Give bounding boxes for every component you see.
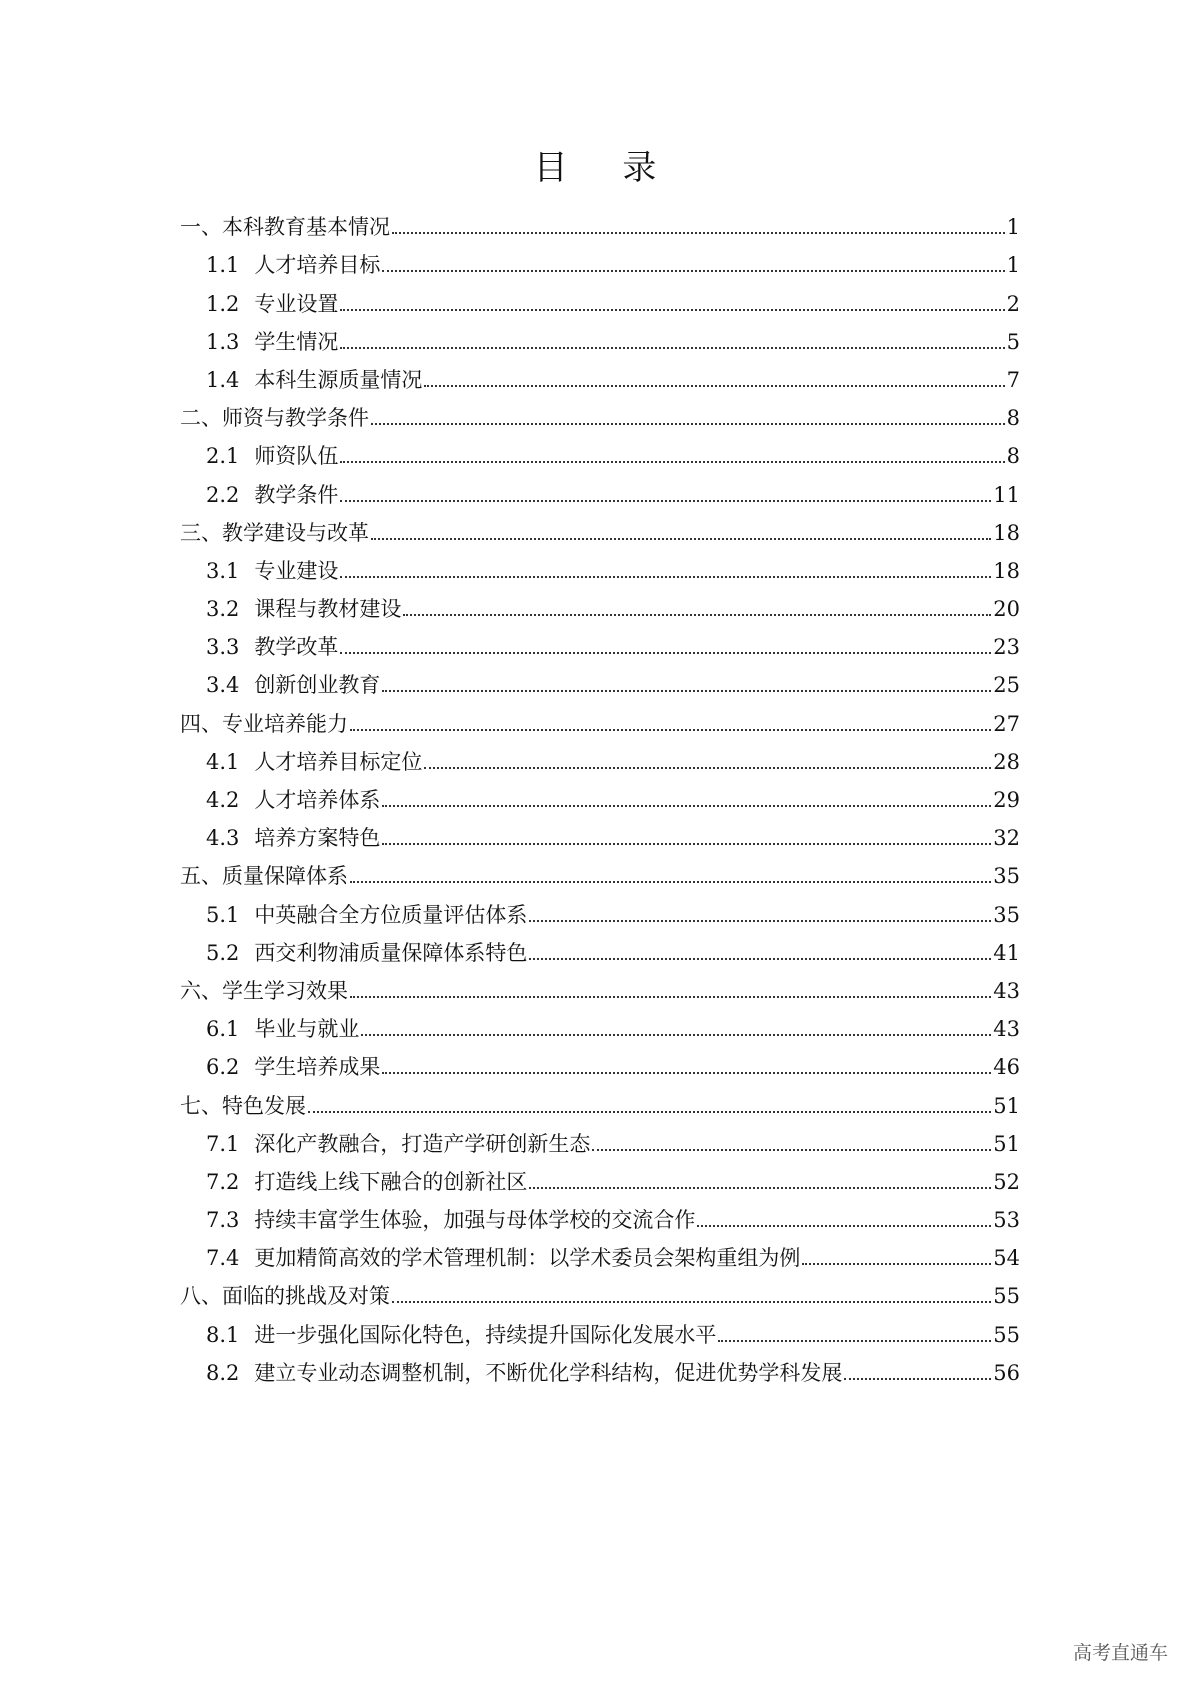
toc-entry-page-number: 20	[993, 597, 1020, 622]
toc-entry-label: 五、质量保障体系	[180, 864, 348, 889]
toc-entry[interactable]	[180, 698, 1020, 736]
dot-leader	[529, 958, 991, 960]
toc-entry-number: 1.2	[206, 291, 240, 316]
toc-entry-number: 7.1	[206, 1131, 240, 1156]
dot-leader	[350, 729, 991, 731]
toc-entry[interactable]	[180, 278, 1020, 316]
toc-entry-label: 创新创业教育	[254, 673, 381, 698]
toc-entry-page-number: 8	[1006, 406, 1020, 431]
toc-entry-label: 六、学生学习效果	[180, 978, 348, 1003]
toc-entry-label: 更加精简高效的学术管理机制：以学术委员会架构重组为例	[254, 1246, 801, 1271]
toc-entry-number: 4.1	[206, 749, 240, 774]
toc-entry[interactable]	[180, 660, 1020, 698]
toc-entry-label: 毕业与就业	[254, 1017, 360, 1042]
toc-entry[interactable]	[180, 1004, 1020, 1042]
toc-entry[interactable]	[180, 1119, 1020, 1157]
toc-entry[interactable]	[180, 202, 1020, 240]
toc-entry-number: 4.2	[206, 788, 240, 812]
dot-leader	[844, 1378, 991, 1380]
toc-entry-number: 5.2	[206, 940, 240, 965]
toc-entry-number: 3.2	[206, 597, 240, 622]
dot-leader	[340, 347, 1004, 349]
table-of-contents	[180, 202, 1020, 1386]
dot-leader	[371, 423, 1005, 425]
toc-entry[interactable]	[180, 622, 1020, 660]
toc-entry-label: 中英融合全方位质量评估体系	[254, 902, 528, 927]
dot-leader	[424, 385, 1004, 387]
toc-entry[interactable]	[180, 240, 1020, 278]
dot-leader	[529, 1187, 991, 1189]
toc-entry[interactable]	[180, 851, 1020, 889]
toc-entry[interactable]	[180, 584, 1020, 622]
toc-entry-page-number: 28	[993, 749, 1020, 774]
toc-entry[interactable]	[180, 1309, 1020, 1347]
toc-entry-label: 课程与教材建设	[254, 597, 402, 622]
toc-entry-label: 七、特色发展	[180, 1093, 306, 1118]
toc-entry-label: 人才培养目标定位	[254, 749, 423, 774]
toc-entry-page-number: 46	[993, 1055, 1020, 1080]
toc-entry-page-number: 55	[993, 1284, 1020, 1309]
toc-entry[interactable]	[180, 355, 1020, 393]
toc-entry-label: 培养方案特色	[254, 826, 381, 851]
toc-entry[interactable]	[180, 1157, 1020, 1195]
toc-entry-label: 学生培养成果	[254, 1055, 381, 1080]
dot-leader	[529, 920, 991, 922]
dot-leader	[340, 461, 1004, 463]
toc-entry-number: 7.3	[206, 1208, 240, 1233]
dot-leader	[592, 1149, 991, 1151]
dot-leader	[392, 1301, 991, 1303]
toc-entry-number: 3.4	[206, 673, 240, 698]
toc-entry-page-number: 35	[993, 902, 1020, 927]
toc-entry-label: 教学条件	[254, 482, 339, 507]
dot-leader	[382, 1072, 991, 1074]
toc-entry-label: 建立专业动态调整机制，不断优化学科结构，促进优势学科发展	[254, 1360, 843, 1385]
toc-entry-label: 八、面临的挑战及对策	[180, 1284, 390, 1309]
toc-entry-page-number: 7	[1006, 367, 1020, 392]
page-title: 目 录	[533, 148, 679, 188]
toc-entry-label: 人才培养目标	[254, 253, 381, 278]
toc-entry[interactable]	[180, 966, 1020, 1004]
toc-entry[interactable]	[180, 393, 1020, 431]
toc-entry[interactable]	[180, 1233, 1020, 1271]
toc-entry-number: 1.4	[206, 367, 240, 392]
toc-entry-number: 5.1	[206, 902, 240, 927]
dot-leader	[802, 1263, 991, 1265]
toc-entry-number: 8.2	[206, 1360, 240, 1385]
toc-entry-page-number: 41	[993, 940, 1020, 965]
dot-leader	[350, 996, 991, 998]
toc-entry[interactable]	[180, 1348, 1020, 1386]
toc-entry-label: 深化产教融合，打造产学研创新生态	[254, 1131, 591, 1156]
toc-entry-page-number: 53	[993, 1208, 1020, 1233]
toc-entry-number: 4.3	[206, 826, 240, 851]
dot-leader	[403, 614, 991, 616]
dot-leader	[340, 576, 991, 578]
toc-entry-page-number: 2	[1006, 291, 1020, 316]
toc-entry-page-number: 5	[1006, 329, 1020, 354]
toc-entry-number: 2.2	[206, 482, 240, 507]
dot-leader	[718, 1340, 991, 1342]
toc-entry[interactable]	[180, 737, 1020, 775]
toc-entry[interactable]	[180, 508, 1020, 546]
toc-entry-label: 人才培养体系	[254, 788, 381, 812]
toc-entry-page-number: 43	[993, 978, 1020, 1003]
dot-leader	[361, 1034, 991, 1036]
toc-entry-label: 持续丰富学生体验，加强与母体学校的交流合作	[254, 1208, 696, 1233]
toc-entry-label: 三、教学建设与改革	[180, 520, 369, 545]
toc-entry-number: 2.1	[206, 444, 240, 469]
toc-entry-number: 8.1	[206, 1322, 240, 1347]
toc-entry-page-number: 23	[993, 635, 1020, 660]
toc-entry-page-number: 11	[993, 482, 1020, 507]
toc-entry-label: 专业设置	[254, 291, 339, 316]
toc-entry[interactable]	[180, 431, 1020, 469]
toc-entry[interactable]	[180, 1271, 1020, 1309]
dot-leader	[371, 538, 991, 540]
toc-entry-label: 学生情况	[254, 329, 339, 354]
toc-entry-page-number: 43	[993, 1017, 1020, 1042]
toc-entry-page-number: 1	[1006, 215, 1020, 240]
toc-entry-label: 师资队伍	[254, 444, 339, 469]
toc-entry-number: 1.3	[206, 329, 240, 354]
dot-leader	[340, 309, 1004, 311]
toc-entry-page-number: 56	[993, 1360, 1020, 1385]
toc-entry-page-number: 32	[993, 826, 1020, 851]
toc-entry-number: 3.1	[206, 558, 240, 583]
toc-entry-page-number: 51	[993, 1131, 1020, 1156]
dot-leader	[392, 232, 1005, 234]
toc-entry-label: 一、本科教育基本情况	[180, 215, 390, 240]
toc-entry-page-number: 55	[993, 1322, 1020, 1347]
dot-leader	[697, 1225, 991, 1227]
toc-entry-number: 7.2	[206, 1169, 240, 1194]
toc-entry[interactable]	[180, 1195, 1020, 1233]
dot-leader	[340, 500, 991, 502]
toc-entry-label: 四、专业培养能力	[180, 711, 348, 736]
toc-entry-page-number: 1	[1006, 253, 1020, 278]
toc-entry[interactable]	[180, 546, 1020, 584]
toc-entry-label: 专业建设	[254, 558, 339, 583]
toc-entry-page-number: 51	[993, 1093, 1020, 1118]
toc-entry-page-number: 27	[993, 711, 1020, 736]
toc-entry-number: 1.1	[206, 253, 240, 278]
toc-entry-page-number: 54	[993, 1246, 1020, 1271]
toc-entry-page-number: 25	[993, 673, 1020, 698]
toc-entry-label: 进一步强化国际化特色，持续提升国际化发展水平	[254, 1322, 717, 1347]
dot-leader	[382, 690, 991, 692]
toc-entry[interactable]	[180, 775, 1020, 813]
dot-leader	[382, 843, 991, 845]
dot-leader	[382, 270, 1004, 272]
dot-leader	[340, 652, 991, 654]
toc-entry[interactable]	[180, 1042, 1020, 1080]
toc-entry-page-number: 35	[993, 864, 1020, 889]
toc-entry-label: 教学改革	[254, 635, 339, 660]
toc-entry-page-number: 18	[993, 520, 1020, 545]
toc-entry-number: 7.4	[206, 1246, 240, 1271]
dot-leader	[382, 805, 991, 807]
dot-leader	[424, 767, 991, 769]
toc-entry-label: 二、师资与教学条件	[180, 406, 369, 431]
toc-entry[interactable]	[180, 813, 1020, 851]
dot-leader	[350, 881, 991, 883]
toc-entry-label: 西交利物浦质量保障体系特色	[254, 940, 528, 965]
toc-entry-label: 本科生源质量情况	[254, 367, 423, 392]
toc-entry-number: 3.3	[206, 635, 240, 660]
toc-entry-page-number: 18	[993, 558, 1020, 583]
toc-entry-page-number: 8	[1006, 444, 1020, 469]
toc-entry-number: 6.1	[206, 1017, 240, 1042]
toc-entry[interactable]	[180, 889, 1020, 927]
toc-entry[interactable]	[180, 1080, 1020, 1118]
toc-entry[interactable]	[180, 928, 1020, 966]
dot-leader	[308, 1111, 991, 1113]
toc-entry[interactable]	[180, 469, 1020, 507]
toc-entry-number: 6.2	[206, 1055, 240, 1080]
toc-entry-page-number: 29	[993, 788, 1020, 812]
toc-entry[interactable]	[180, 317, 1020, 355]
toc-entry-label: 打造线上线下融合的创新社区	[254, 1169, 528, 1194]
watermark: 高考直通车	[1072, 1642, 1168, 1664]
toc-entry-page-number: 52	[993, 1169, 1020, 1194]
